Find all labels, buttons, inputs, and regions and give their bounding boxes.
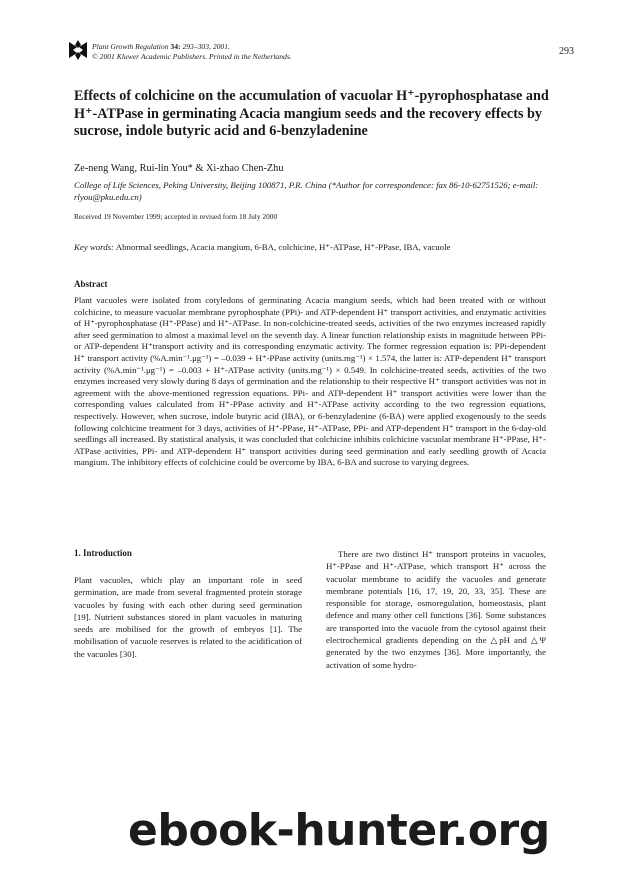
keywords-text: Abnormal seedlings, Acacia mangium, 6-BA, colchicine, H⁺-ATPase, H⁺-PPase, IBA, vacuole [115, 242, 451, 252]
journal-name: Plant Growth Regulation [92, 42, 169, 51]
keywords [74, 242, 570, 253]
affiliation: College of Life Sciences, Peking University, Beijing 100871, P.R. China (*Author for correspondence: fax 86-10-62751526; e-mail: rlyou@pku.edu.cn) [74, 180, 539, 202]
page-number: 293 [559, 46, 574, 57]
publisher-logo-icon [67, 40, 89, 60]
abstract-body: Plant vacuoles were isolated from cotyledons of germinating Acacia mangium seeds, which had been treated with or without colchicine, to measure vacuolar membrane pyrophosphate (PPi)- and ATP-dependent H⁺ transport activities, and enzymatic activities of H⁺-pyrophosphatase (H⁺-PPase) and H⁺-ATPase. In non-colchicine-treated seeds, activities of the two enzymes increased rapidly after seed germination to almost a maximal level on the seventh day. A linear function relationship exists in magnitude between PPi- or ATP-dependent H⁺transport activity and its corresponding enzymatic activity. The former regression equation is: PPi-dependent H⁺ transport activity (%A.min⁻¹.μg⁻¹) = –0.039 + H⁺-PPase activity (units.mg⁻¹) × 1.574, the latter is: ATP-dependent H⁺ transport activity (%A.min⁻¹.μg⁻¹) = –0.003 + H⁺-ATPase activity (units.mg⁻¹) × 0.549. In colchicine-treated seeds, activities of the two enzymes increased very slowly during 8 days of germination and the relationship to their respective H⁺ transport activities was not in agreement with the above-mentioned regression equations. PPi- and ATP-dependent H⁺ transport activities were lower than the corresponding values calculated from H⁺-PPase activity and H⁺-ATPase activity according to the two regression equations, respectively. However, when sucrose, indole butyric acid (IBA), or 6-benzyladenine (6-BA) were applied exogenously to the seeds following colchicine treatment for 3 days, activities of H⁺-PPase, H⁺-ATPase, PPi- and ATP-dependent H⁺ transport in the 6-day-old seedlings all increased. By statistical analysis, it was concluded that colchicine inhibits colchicine vacuolar membrane H⁺-PPase, H⁺-ATPase activities, PPi- and ATP-dependent H⁺ transport activities during seed germination and early seedling growth of Acacia mangium. The inhibitory effects of colchicine could be overcome by IBA, 6-BA and sucrose to varying degrees. [74, 295, 546, 468]
journal-volume: 34: [170, 42, 181, 51]
paper-title: Effects of colchicine on the accumulation of vacuolar H⁺-pyrophosphatase and H⁺-ATPase in germinating Acacia mangium seeds and the recovery effects by sucrose, indole butyric acid and 6-benzyladenine [74, 88, 549, 139]
abstract-heading: Abstract [74, 279, 108, 289]
journal-header [92, 42, 292, 62]
journal-pages: 293–303, 2001. [182, 42, 230, 51]
introduction-left-column: Plant vacuoles, which play an important role in seed germination, are made from several fragmented protein storage vacuoles by fusing with each other during seed germination [19]. Nutrient substances stored in plant vacuoles in maturing seeds are mobilised for the growth of embryos [1]. The mobilisation of vacuole reserves is related to the acidification of the vacuoles [30]. [74, 575, 302, 659]
introduction-right-column: There are two distinct H⁺ transport proteins in vacuoles, H⁺-PPase and H⁺-ATPase, which transport H⁺ across the vacuolar membrane to acidify the vacuoles and generate membrane potentials [16, 17, 19, 20, 33, 35]. These are responsible for storage, osmoregulation, homeostasis, plant defence and many other cell functions [36]. Some substances are transported into the vacuole from the cytosol against their electrochemical gradients depending on the △pH and △Ψ generated by the two enzymes [36]. More importantly, the activation of some hydro- [326, 549, 546, 670]
keywords-label: Key words: [74, 242, 114, 252]
watermark-text: ebook-hunter.org [128, 805, 550, 856]
journal-copyright: © 2001 Kluwer Academic Publishers. Printed in the Netherlands. [92, 52, 292, 61]
received-dates: Received 19 November 1999; accepted in revised form 18 July 2000 [74, 212, 278, 221]
author-list: Ze-neng Wang, Rui-lin You* & Xi-zhao Chen-Zhu [74, 163, 284, 174]
introduction-heading: 1. Introduction [74, 548, 132, 558]
